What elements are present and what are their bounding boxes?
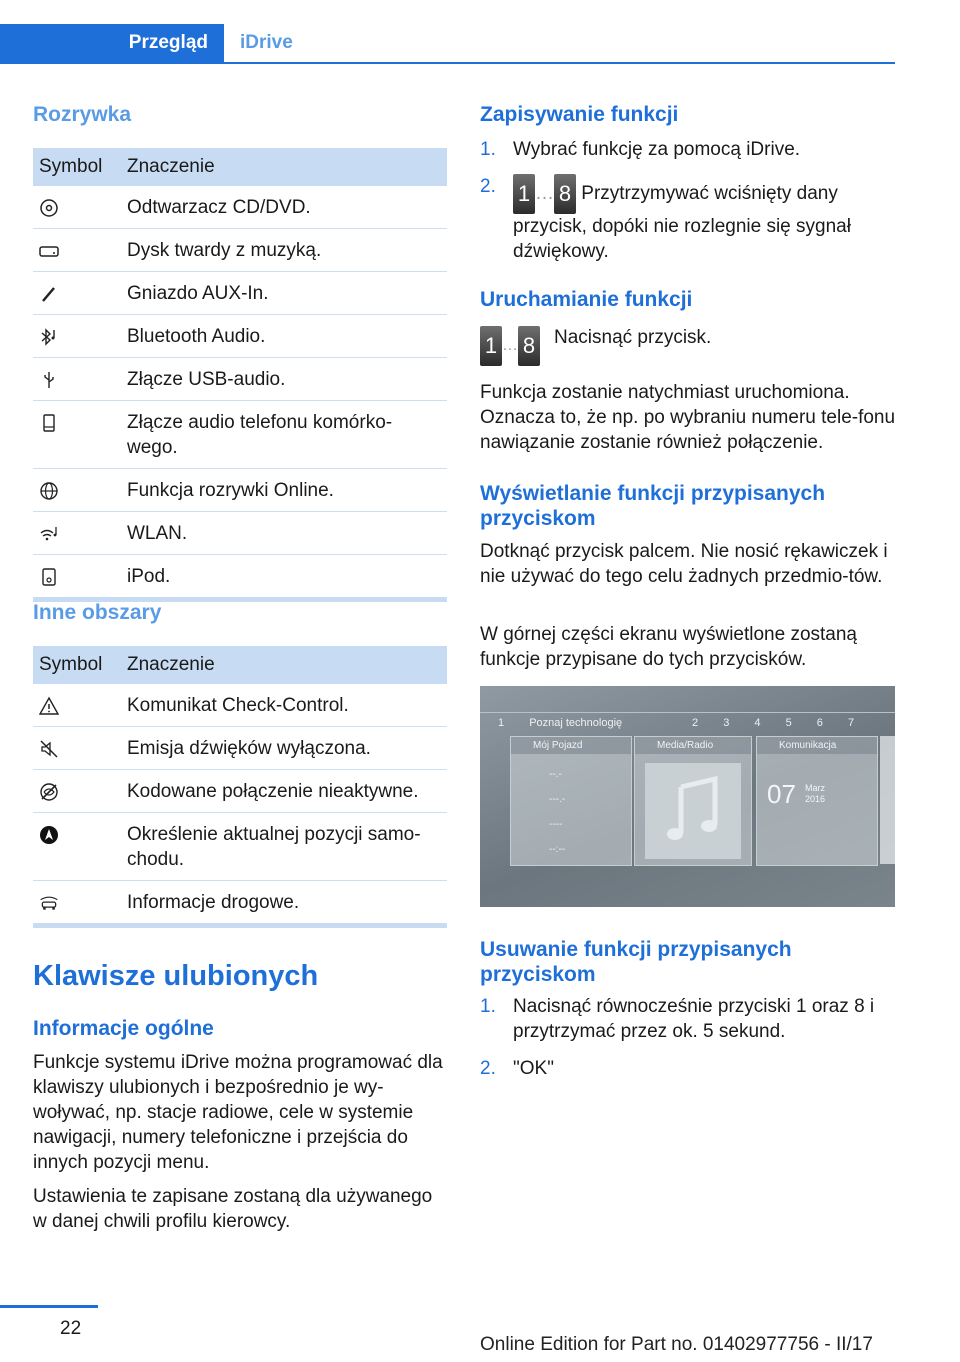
tile-communication [756, 736, 878, 866]
tile-media [634, 736, 752, 866]
klawisze-subtitle: Informacje ogólne [33, 1017, 214, 1040]
fav-number: 5 [785, 717, 792, 729]
cd-dvd-icon [39, 198, 59, 218]
favorite-key-1: 1 [513, 174, 535, 214]
table-row [33, 770, 447, 813]
uruchamianie-press: Nacisnąć przycisk. [554, 327, 712, 348]
row-text: Złącze USB-audio. [121, 358, 447, 401]
row-text: Emisja dźwięków wyłączona. [121, 727, 447, 770]
warning-triangle-icon [39, 696, 59, 716]
hard-drive-icon [39, 241, 59, 261]
tile-value: ---- [549, 819, 563, 830]
page-number: 22 [60, 1318, 82, 1339]
step-text: Wybrać funkcję za pomocą iDrive. [513, 139, 801, 160]
usb-icon [39, 370, 59, 390]
tile-title: Mój Pojazd [511, 737, 631, 754]
klawisze-paragraph-1: Funkcje systemu iDrive można programować dla klawiszy ulubionych i bezpośrednio je wy‐woływać, np. stacje radiowe, cele w systemie nawigacji, numery telefoniczne i przejścia do innych pozycji menu. [33, 1052, 443, 1173]
tab-przeglad[interactable]: Przegląd [0, 24, 224, 62]
zapisywanie-steps [480, 137, 898, 276]
col-symbol: Symbol [33, 148, 121, 186]
row-text: Określenie aktualnej pozycji samo‐chodu. [121, 813, 447, 881]
step-2 [480, 1056, 898, 1081]
aux-jack-icon [39, 284, 59, 304]
usuwanie-steps [480, 994, 898, 1093]
table-row [33, 727, 447, 770]
tile-title: Komunikacja [757, 737, 877, 754]
tile-vehicle [510, 736, 632, 866]
step-number: 1. [480, 139, 496, 160]
date-year: 2016 [805, 794, 826, 804]
table-row [33, 186, 447, 229]
date-day: 07 [767, 779, 796, 809]
fav-number: 3 [723, 717, 730, 729]
inne-table [33, 646, 447, 928]
tile-value: --:-- [549, 844, 566, 855]
table-row [33, 512, 447, 555]
row-text: Komunikat Check-Control. [121, 684, 447, 727]
table-row [33, 555, 447, 600]
fav-number: 1 [498, 717, 505, 729]
table-row [33, 229, 447, 272]
rozrywka-table [33, 148, 447, 602]
klawisze-paragraph-2: Ustawienia te zapisane zostaną dla używanego w danej chwili profilu kierowcy. [33, 1186, 433, 1232]
fav-number: 7 [847, 717, 855, 729]
table-row [33, 684, 447, 727]
step-number: 2. [480, 176, 496, 197]
date-month: Marz [805, 783, 825, 793]
row-text: Gniazdo AUX-In. [121, 272, 447, 315]
table-row [33, 469, 447, 512]
table-row [33, 358, 447, 401]
mobile-phone-icon [39, 413, 59, 433]
position-icon [39, 825, 59, 845]
key-ellipsis: … [535, 183, 554, 205]
fav-number: 2 [692, 717, 699, 729]
step-2 [480, 174, 898, 264]
traffic-info-icon [39, 893, 59, 913]
table-row [33, 315, 447, 358]
uruchamianie-keys [480, 326, 540, 366]
idrive-screen-image [480, 686, 895, 907]
bluetooth-audio-icon [39, 327, 59, 347]
row-text: Dysk twardy z muzyką. [121, 229, 447, 272]
step-number: 1. [480, 996, 496, 1017]
row-text: Złącze audio telefonu komórko‐wego. [121, 401, 447, 469]
footer-edition: Online Edition for Part no. 01402977756 - II/17 [480, 1334, 873, 1355]
wyswietlanie-paragraph-2: W górnej części ekranu wyświetlone zostaną funkcje przypisane do tych przycisków. [480, 624, 858, 670]
tile-title: Media/Radio [635, 737, 751, 754]
uruchamianie-heading: Uruchamianie funkcji [480, 288, 693, 311]
step-1 [480, 137, 898, 162]
col-meaning: Znaczenie [121, 148, 447, 186]
row-text: iPod. [121, 555, 447, 600]
step-text: Nacisnąć równocześnie przyciski 1 oraz 8 i przytrzymać przez ok. 5 sekund. [513, 996, 875, 1042]
fav-label: Poznaj technologię [529, 717, 623, 729]
online-entertainment-icon [39, 481, 59, 501]
table-row [33, 401, 447, 469]
table-row [33, 813, 447, 881]
favorite-key-8: 8 [518, 326, 540, 366]
ipod-icon [39, 567, 59, 587]
favorite-key-8: 8 [554, 174, 576, 214]
uruchamianie-paragraph: Funkcja zostanie natychmiast uruchomiona. Oznacza to, że np. po wybraniu numeru tele‐fonu nawiązanie zostanie również połączenie. [480, 382, 896, 453]
row-text: WLAN. [121, 512, 447, 555]
tile-value: ---.- [549, 794, 566, 805]
tile-value: --.- [549, 769, 562, 780]
step-number: 2. [480, 1058, 496, 1079]
row-text: Informacje drogowe. [121, 881, 447, 926]
wyswietlanie-heading: Wyświetlanie funkcji przypisanych przyciskom [480, 482, 826, 530]
col-meaning: Znaczenie [121, 646, 447, 684]
fav-number: 4 [754, 717, 761, 729]
row-text: Funkcja rozrywki Online. [121, 469, 447, 512]
step-1 [480, 994, 898, 1044]
usuwanie-heading: Usuwanie funkcji przypisanych przyciskom [480, 938, 792, 986]
col-symbol: Symbol [33, 646, 121, 684]
encryption-off-icon [39, 782, 59, 802]
wyswietlanie-paragraph-1: Dotknąć przycisk palcem. Nie nosić rękawiczek i nie używać do tego celu żadnych przedmio‐tów. [480, 541, 888, 587]
rozrywka-heading: Rozrywka [33, 103, 132, 126]
inne-heading: Inne obszary [33, 601, 162, 624]
sound-off-icon [39, 739, 59, 759]
row-text: Bluetooth Audio. [121, 315, 447, 358]
table-row [33, 881, 447, 926]
favorite-key-1: 1 [480, 326, 502, 366]
music-note-icon [645, 763, 741, 859]
header-tabs [0, 24, 895, 64]
footer-rule [0, 1305, 98, 1308]
row-text: Odtwarzacz CD/DVD. [121, 186, 447, 229]
zapisywanie-heading: Zapisywanie funkcji [480, 103, 679, 126]
step-text: Przytrzymywać wciśnięty dany przycisk, dopóki nie rozlegnie się sygnał dźwiękowy. [513, 183, 851, 262]
fav-number: 6 [816, 717, 823, 729]
wlan-icon [39, 524, 59, 544]
table-row [33, 272, 447, 315]
step-text: "OK" [513, 1058, 554, 1079]
klawisze-title: Klawisze ulubionych [33, 960, 319, 992]
tab-idrive[interactable]: iDrive [240, 32, 293, 53]
key-ellipsis: … [502, 337, 518, 355]
row-text: Kodowane połączenie nieaktywne. [121, 770, 447, 813]
